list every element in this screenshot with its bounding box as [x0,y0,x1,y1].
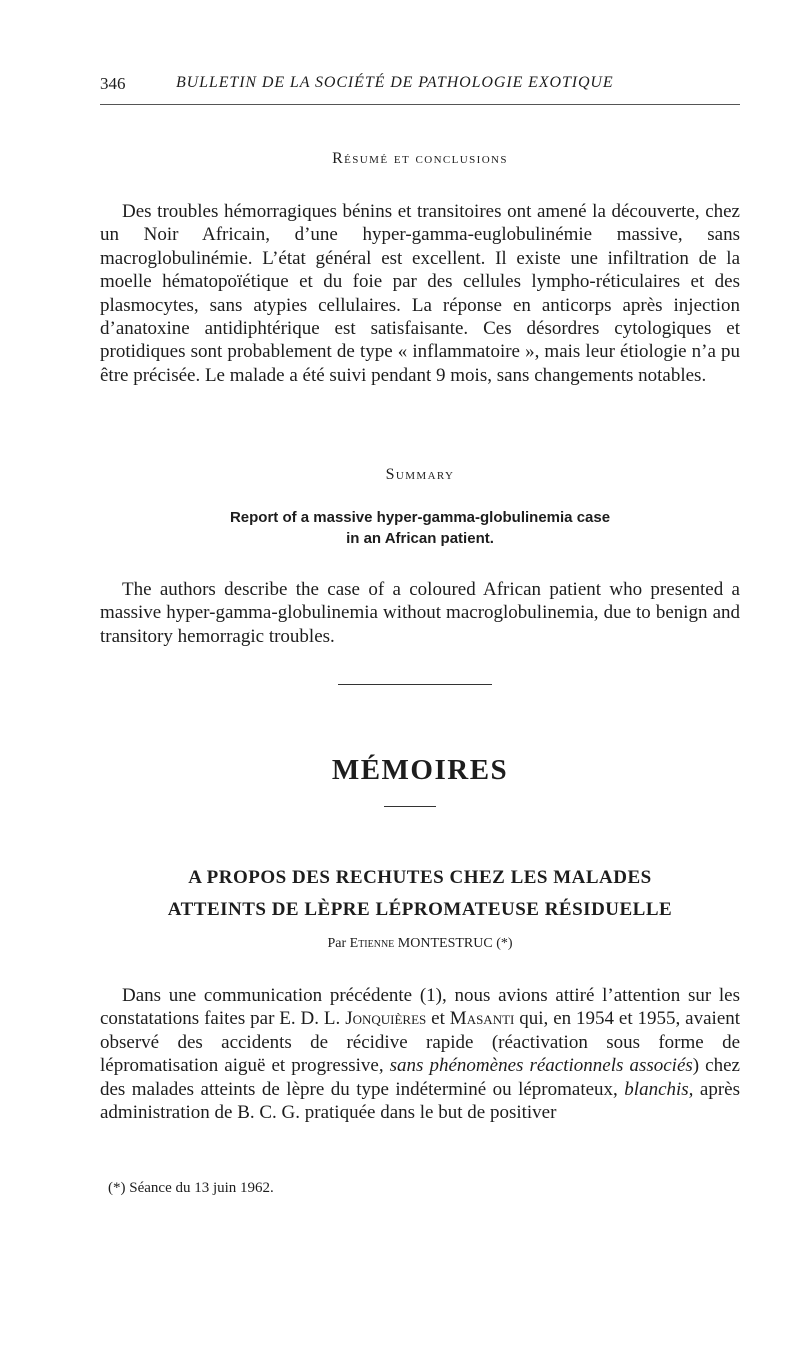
article-text-1: Dans une communication précédente (1), nous avions attiré l’attention sur les constatations faites par E. D. L. [100,985,740,1030]
footnote-text: Séance du 13 juin 1962. [129,1180,274,1196]
author-name-masanti: Masanti [449,1008,515,1030]
byline-prefix: Par [327,936,347,951]
summary-title-line-2: in an African patient. [346,530,494,547]
page-number: 346 [100,74,126,93]
byline [100,936,740,952]
article-title-line-2: ATTEINTS DE LÈPRE LÉPROMATEUSE RÉSIDUELLE [167,899,673,920]
author-first-name: Etienne [349,936,395,951]
article-text-2: et [431,1008,445,1030]
article-italic-2: blanchis, [624,1078,694,1100]
footnote-mark: (*) [108,1180,126,1196]
journal-title: BULLETIN DE LA SOCIÉTÉ DE PATHOLOGIE EXOTIQUE [176,74,614,91]
article-text-4: ) chez des malades atteints de lèpre du type indéterminé ou lépromateux, [100,1055,740,1100]
article-text-5: après administration de B. C. G. pratiquée dans le but de positiver [100,1078,741,1124]
article-italic-1: sans phénomènes réactionnels associés [389,1055,693,1077]
article-text-3: qui, en 1954 et 1955, avaient observé des accidents de récidive rapide (réactivation sous forme de lépromatisation aiguë et progressive, [100,1008,741,1077]
memoires-divider [384,806,436,807]
author-last-name: MONTESTRUC [397,936,493,951]
article-paragraph [100,984,740,1124]
article-title [100,862,740,926]
author-name-jonquieres: Jonquières [345,1008,427,1030]
resume-body [100,200,740,387]
section-divider [338,684,492,685]
resume-heading: Résumé et conclusions [332,150,508,167]
summary-title [100,507,740,549]
summary-paragraph: The authors describe the case of a coloured African patient who presented a massive hyper-gamma-globulinemia without macroglobulinemia, due to benign and transitory hemorragic troubles. [100,579,740,647]
summary-title-line-1: Report of a massive hyper-gamma-globulinemia case [229,509,611,526]
summary-body [100,578,740,648]
resume-paragraph: Des troubles hémorragiques bénins et transitoires ont amené la découverte, chez un Noir Africain, d’une hyper-gamma-euglobulinémie massive, sans macroglobulinémie. L’état général est excellent. Il existe une infiltration de la moelle hématopoïétique et du foie par des cellules lympho-réticulaires et des plasmocytes, sans atypies cellulaires. La réponse en anticorps après injection d’anatoxine antidiphtérique est satisfaisante. Ces désordres cytologiques et protidiques sont probablement de type « inflammatoire », mais leur étiologie n’a pu être précisée. Le malade a été suivi pendant 9 mois, sans changements notables. [100,201,740,386]
article-title-line-1: A PROPOS DES RECHUTES CHEZ LES MALADES [188,867,652,888]
running-header [100,74,740,98]
footnote [108,1180,274,1197]
header-rule [100,104,740,105]
footnote-reference: (*) [496,936,513,951]
memoires-heading: MÉMOIRES [331,754,509,786]
summary-heading: Summary [385,466,455,483]
article-body [100,984,740,1124]
